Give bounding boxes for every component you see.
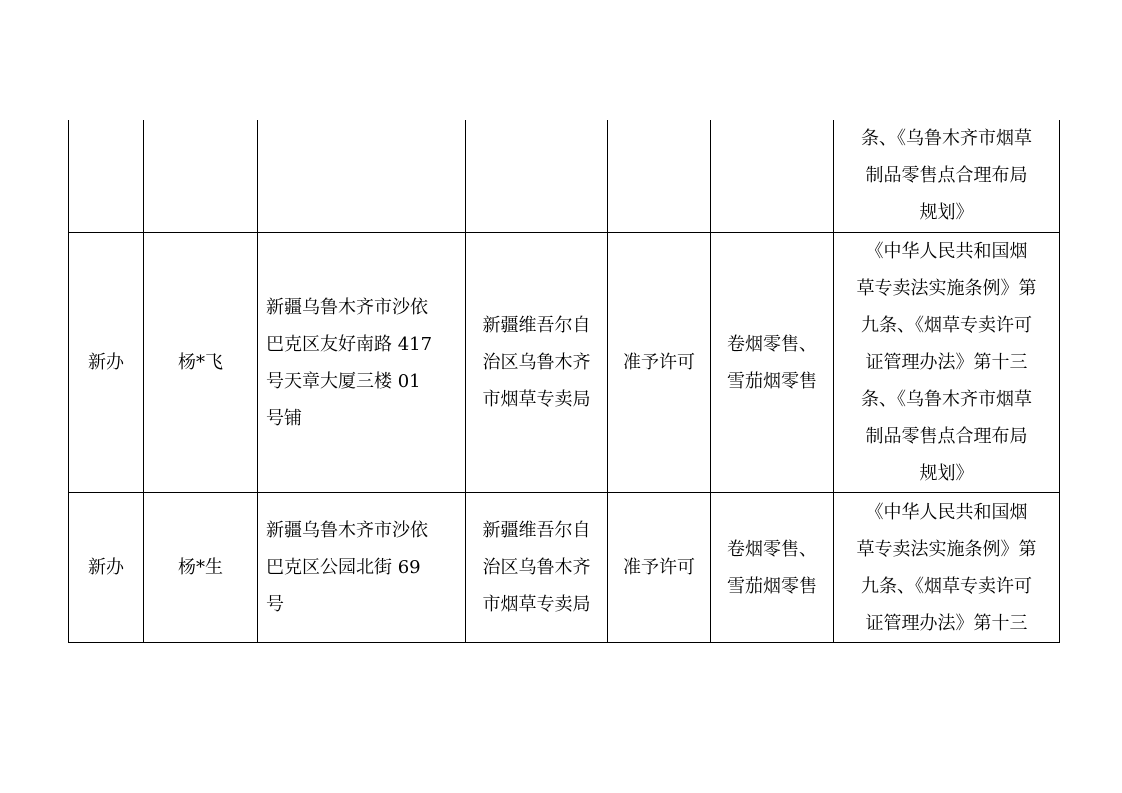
table-row [69, 233, 1060, 493]
cell-decision [608, 120, 711, 233]
cell-authority: 新疆维吾尔自 治区乌鲁木齐 市烟草专卖局 [466, 493, 608, 643]
cell-decision: 准予许可 [608, 493, 711, 643]
cell-type: 新办 [69, 233, 144, 493]
cell-type [69, 120, 144, 233]
cell-decision: 准予许可 [608, 233, 711, 493]
cell-scope: 卷烟零售、 雪茄烟零售 [711, 493, 834, 643]
cell-address: 新疆乌鲁木齐市沙依 巴克区公园北街 69 号 [258, 493, 466, 643]
table-row [69, 493, 1060, 643]
cell-name: 杨*生 [144, 493, 258, 643]
cell-name: 杨*飞 [144, 233, 258, 493]
table-row-continuation [69, 120, 1060, 233]
cell-address: 新疆乌鲁木齐市沙依 巴克区友好南路 417 号天章大厦三楼 01 号铺 [258, 233, 466, 493]
cell-authority: 新疆维吾尔自 治区乌鲁木齐 市烟草专卖局 [466, 233, 608, 493]
permit-table [68, 120, 1060, 643]
cell-type: 新办 [69, 493, 144, 643]
cell-legal-basis: 《中华人民共和国烟 草专卖法实施条例》第 九条、《烟草专卖许可 证管理办法》第十三 条、《乌鲁木齐市烟草 制品零售点合理布局 规划》 [834, 233, 1060, 493]
cell-scope [711, 120, 834, 233]
cell-legal-basis: 《中华人民共和国烟 草专卖法实施条例》第 九条、《烟草专卖许可 证管理办法》第十三 [834, 493, 1060, 643]
cell-legal-basis: 条、《乌鲁木齐市烟草 制品零售点合理布局 规划》 [834, 120, 1060, 233]
cell-name [144, 120, 258, 233]
cell-authority [466, 120, 608, 233]
cell-address [258, 120, 466, 233]
cell-scope: 卷烟零售、 雪茄烟零售 [711, 233, 834, 493]
